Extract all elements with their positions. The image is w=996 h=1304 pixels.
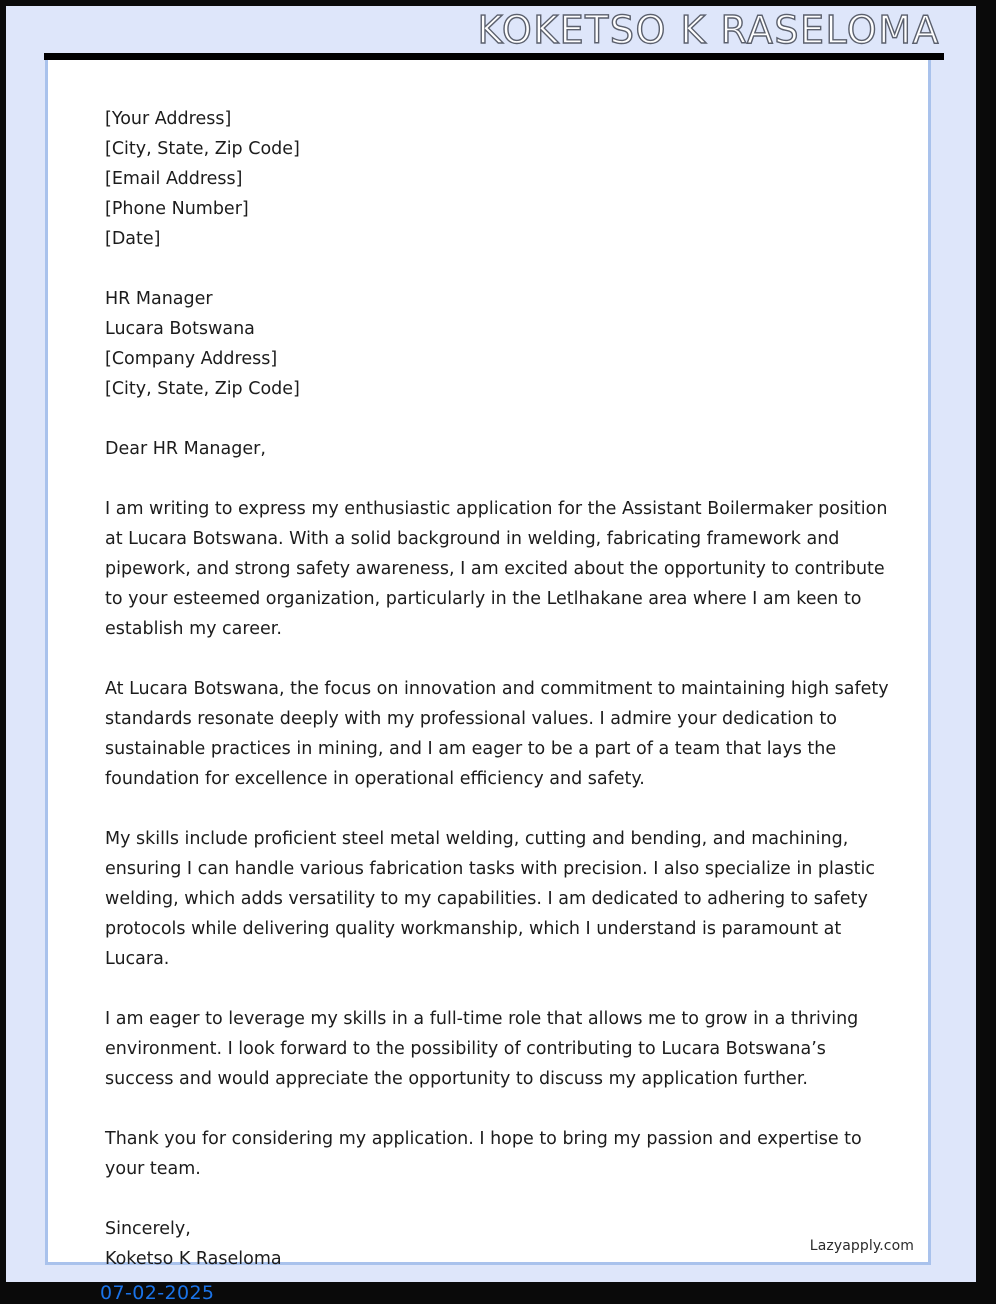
recipient-address-line: [Company Address]: [105, 349, 278, 369]
letter-body: [105, 104, 892, 1274]
signature-name: Koketso K Raseloma: [105, 1249, 282, 1269]
letter-sheet: [45, 60, 931, 1269]
sender-address-line: [Your Address]: [105, 109, 232, 129]
sender-address-line: [Date]: [105, 229, 161, 249]
document-date: 07-02-2025: [100, 1282, 215, 1304]
sender-address-block: [105, 104, 892, 254]
sender-address-line: [City, State, Zip Code]: [105, 139, 300, 159]
body-paragraph: I am eager to leverage my skills in a full-time role that allows me to grow in a thriving environment. I look forward to the possibility of contributing to Lucara Botswana’s success and would appreciate the opportunity to discuss my application further.: [105, 1009, 859, 1089]
closing-block: [105, 1214, 892, 1274]
page-title: KOKETSO K RASELOMA: [477, 8, 940, 52]
header-divider: [44, 53, 944, 60]
letterhead: [6, 6, 976, 54]
valediction: Sincerely,: [105, 1219, 191, 1239]
body-paragraph: At Lucara Botswana, the focus on innovation and commitment to maintaining high safety standards resonate deeply with my professional values. I admire your dedication to sustainable practices in mining, and I am eager to be a part of a team that lays the foundation for excellence in operational efficiency and safety.: [105, 679, 889, 789]
recipient-address-line: [City, State, Zip Code]: [105, 379, 300, 399]
document-canvas: [6, 6, 976, 1304]
body-paragraph: I am writing to express my enthusiastic application for the Assistant Boilermaker position at Lucara Botswana. With a solid background in welding, fabricating framework and pipework, and strong safety awareness, I am excited about the opportunity to contribute to your esteemed organization, particularly in the Letlhakane area where I am keen to establish my career.: [105, 499, 888, 639]
body-paragraph: My skills include proficient steel metal welding, cutting and bending, and machining, ensuring I can handle various fabrication tasks with precision. I also specialize in plastic welding, which adds versatility to my capabilities. I am dedicated to adhering to safety protocols while delivering quality workmanship, which I understand is paramount at Lucara.: [105, 829, 875, 969]
body-paragraph: Thank you for considering my application. I hope to bring my passion and expertise to your team.: [105, 1129, 862, 1179]
salutation: Dear HR Manager,: [105, 439, 266, 459]
recipient-address-block: [105, 284, 892, 404]
recipient-address-line: HR Manager: [105, 289, 213, 309]
sender-address-line: [Email Address]: [105, 169, 243, 189]
brand-watermark: Lazyapply.com: [809, 1238, 914, 1254]
recipient-address-line: Lucara Botswana: [105, 319, 255, 339]
sender-address-line: [Phone Number]: [105, 199, 249, 219]
